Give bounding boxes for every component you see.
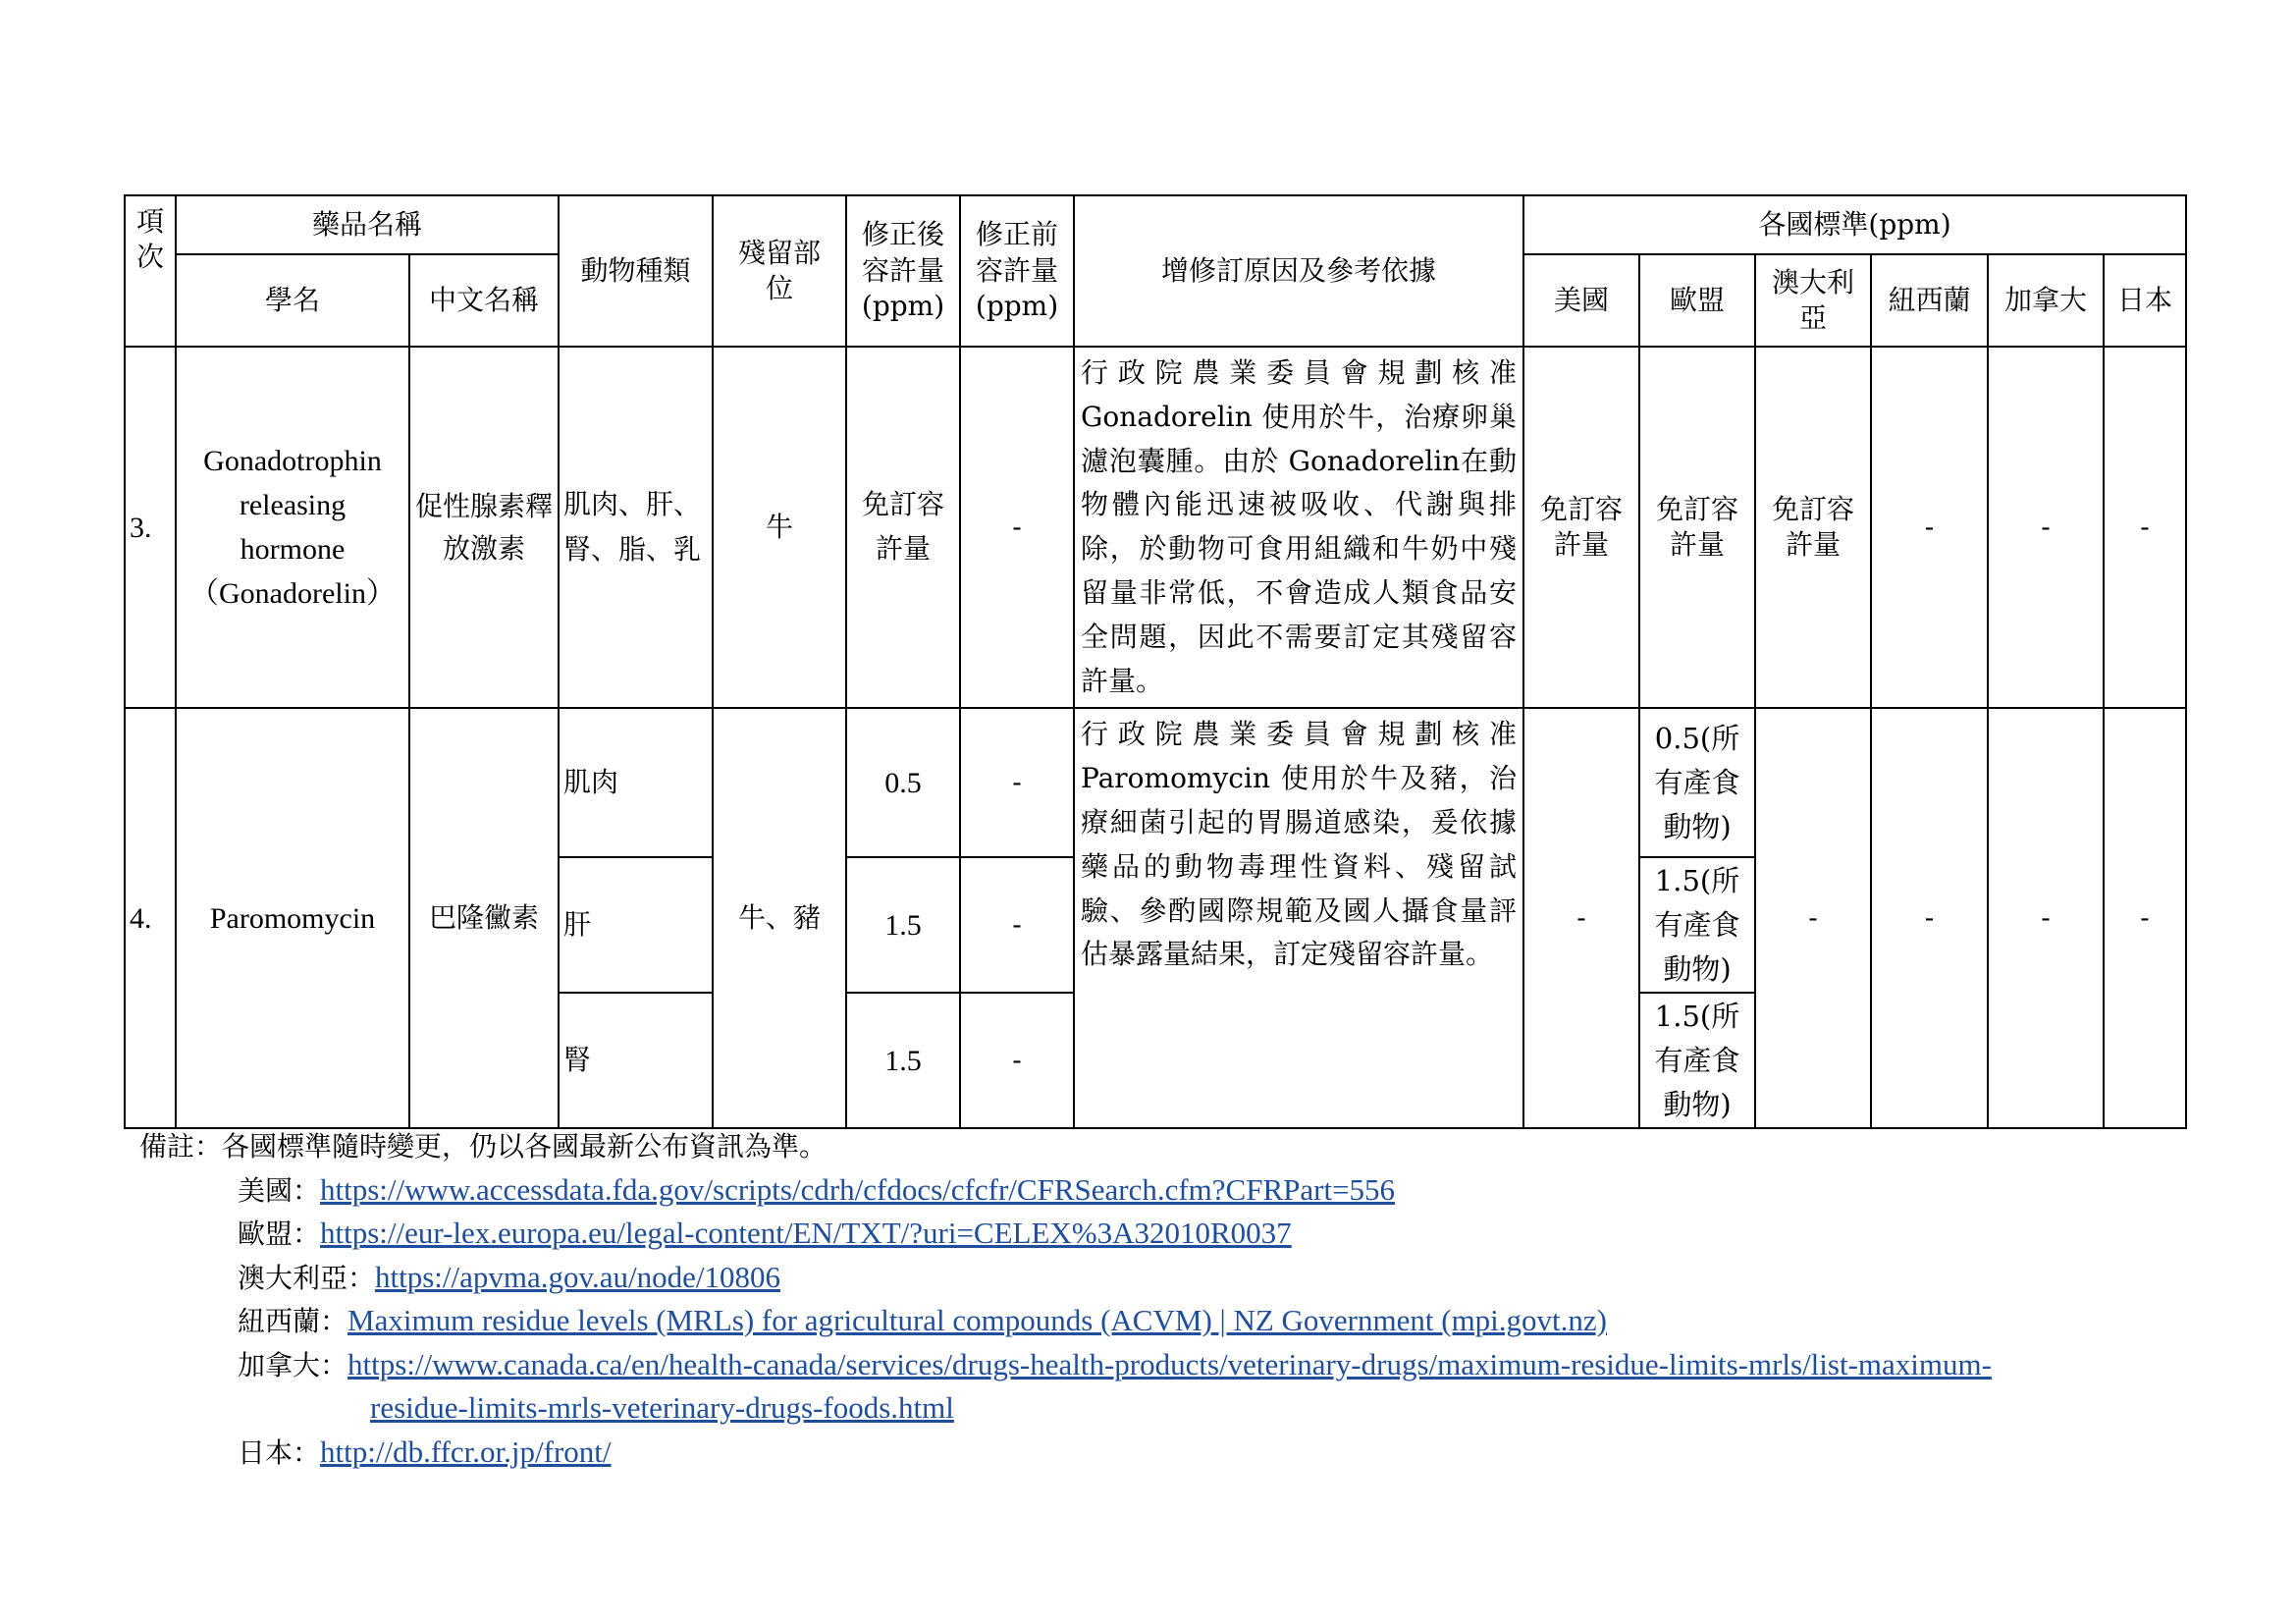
reason-header: 增修訂原因及參考依據 [1074,195,1523,347]
before-revision-header: 修正前容許量(ppm) [960,195,1074,347]
aus-link[interactable]: https://apvma.gov.au/node/10806 [375,1259,781,1294]
aus-standard: 免訂容許量 [1755,347,1871,708]
eu-reference [139,1212,2201,1256]
before-revision-limit: - [960,993,1074,1128]
japan-label: 日本： [238,1435,321,1469]
usa-label: 美國： [238,1173,321,1207]
usa-link[interactable]: https://www.accessdata.fda.gov/scripts/cdrh/cfdocs/cfcfr/CFRSearch.cfm?CFRPart=556 [320,1171,1396,1207]
canada-reference-cont [139,1386,2201,1431]
aus-reference [139,1256,2201,1300]
aus-header: 澳大利亞 [1755,254,1871,347]
japan-link[interactable]: http://db.ffcr.or.jp/front/ [320,1434,612,1469]
eu-standard: 免訂容許量 [1639,347,1755,708]
residue-site: 腎 [559,993,713,1128]
after-revision-limit: 1.5 [846,857,960,993]
japan-standard: - [2104,347,2186,708]
scientific-name: Paromomycin [176,708,409,1128]
after-revision-limit: 免訂容許量 [846,347,960,708]
scientific-name: Gonadotrophin releasing hormone（Gonadorelin） [176,347,409,708]
animal: 牛 [713,347,846,708]
after-revision-header: 修正後容許量(ppm) [846,195,960,347]
eu-header: 歐盟 [1639,254,1755,347]
remark-text: 備註：各國標準隨時變更，仍以各國最新公布資訊為準。 [139,1130,828,1163]
before-revision-limit: - [960,347,1074,708]
item-no-header: 項次 [125,195,176,347]
nz-header: 紐西蘭 [1871,254,1988,347]
aus-label: 澳大利亞： [238,1261,376,1294]
revision-reason: 行政院農業委員會規劃核准Gonadorelin 使用於牛，治療卵巢濾泡囊腫。由於 Gonadorelin在動物體內能迅速被吸收、代謝與排除，於動物可食用組織和牛奶中殘留量非常低，不會造成人類食品安全問題，因此不需要訂定其殘留容許量。 [1074,347,1523,708]
scientific-name-header: 學名 [176,254,409,347]
eu-standard: 1.5(所有產食動物) [1639,857,1755,993]
eu-label: 歐盟： [238,1218,321,1250]
revision-reason: 行政院農業委員會規劃核准Paromomycin 使用於牛及豬，治療細菌引起的胃腸道感染，爰依據藥品的動物毒理性資料、殘留試驗、參酌國際規範及國人攝食量評估暴露量結果，訂定殘留容許量。 [1074,708,1523,1128]
item-no: 4. [125,708,176,1128]
usa-standard: 免訂容許量 [1523,347,1639,708]
residue-site: 肝 [559,857,713,993]
usa-reference [139,1168,2201,1213]
table-row [125,708,2186,857]
before-revision-limit: - [960,857,1074,993]
after-revision-limit: 0.5 [846,708,960,857]
canada-standard: - [1988,347,2104,708]
japan-reference [139,1431,2201,1475]
canada-header: 加拿大 [1988,254,2104,347]
chinese-name: 促性腺素釋放激素 [409,347,559,708]
nz-label: 紐西蘭： [238,1305,348,1337]
header-row-1 [125,195,2186,254]
nz-standard: - [1871,347,1988,708]
standards-header: 各國標準(ppm) [1523,195,2186,254]
canada-label: 加拿大： [238,1348,348,1381]
nz-standard: - [1871,708,1988,1128]
eu-standard: 1.5(所有產食動物) [1639,993,1755,1128]
animal-header: 動物種類 [559,195,713,347]
eu-standard: 0.5(所有產食動物) [1639,708,1755,857]
canada-standard: - [1988,708,2104,1128]
residue-table [124,194,2187,1129]
eu-link[interactable]: https://eur-lex.europa.eu/legal-content/EN/TXT/?uri=CELEX%3A32010R0037 [320,1216,1292,1250]
usa-header: 美國 [1523,254,1639,347]
residue-site-header: 殘留部位 [713,195,846,347]
canada-link-cont[interactable]: residue-limits-mrls-veterinary-drugs-foods.html [370,1390,954,1425]
after-revision-limit: 1.5 [846,993,960,1128]
notes-section [139,1125,2201,1474]
animal: 牛、豬 [713,708,846,1128]
residue-site: 肌肉 [559,708,713,857]
aus-standard: - [1755,708,1871,1128]
before-revision-limit: - [960,708,1074,857]
canada-link[interactable]: https://www.canada.ca/en/health-canada/services/drugs-health-products/veterinary-drugs/maximum-residue-limits-mrls/list-maximum- [347,1346,1992,1381]
table-row [125,347,2186,708]
residue-site: 肌肉、肝、腎、脂、乳 [559,347,713,708]
canada-reference [139,1343,2201,1387]
chinese-name: 巴隆黴素 [409,708,559,1128]
usa-standard: - [1523,708,1639,1128]
drug-name-header: 藥品名稱 [176,195,559,254]
nz-link[interactable]: Maximum residue levels (MRLs) for agricultural compounds (ACVM) | NZ Government (mpi.govt.nz) [347,1303,1607,1337]
nz-reference [139,1299,2201,1343]
japan-header: 日本 [2104,254,2186,347]
japan-standard: - [2104,708,2186,1128]
item-no: 3. [125,347,176,708]
chinese-name-header: 中文名稱 [409,254,559,347]
